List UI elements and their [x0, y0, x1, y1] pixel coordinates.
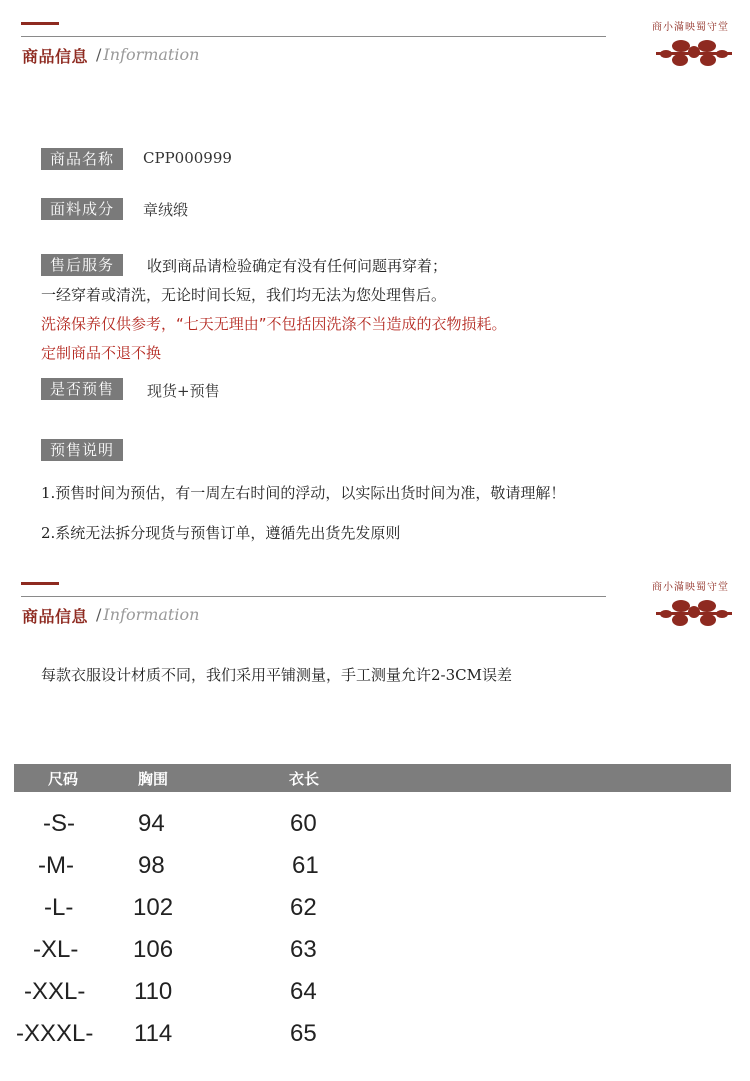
chest-cell: 98 — [138, 852, 165, 879]
service-line-3: 洗涤保养仅供参考，“七天无理由”不包括因洗涤不当造成的衣物损耗。 — [41, 315, 507, 333]
section-title: 商品信息 — [22, 47, 89, 66]
seal-text: 商小滿映蜀守堂 — [652, 22, 729, 33]
presale-note-label: 预售说明 — [41, 439, 123, 461]
table-row — [0, 936, 750, 978]
fabric-label: 面料成分 — [41, 198, 123, 220]
table-row — [0, 894, 750, 936]
chest-cell: 114 — [134, 1020, 173, 1047]
size-cell: -M- — [38, 852, 74, 879]
header-chest: 胸围 — [138, 770, 169, 788]
table-row — [0, 810, 750, 852]
header-divider — [21, 36, 606, 37]
chest-cell: 94 — [138, 810, 165, 837]
section-subtitle: / Information — [96, 45, 200, 64]
header-accent-bar — [21, 22, 59, 25]
fabric-value: 章绒缎 — [143, 201, 189, 219]
size-table-header — [14, 764, 731, 792]
header-accent-bar — [21, 582, 59, 585]
header-divider — [21, 596, 606, 597]
length-cell: 65 — [290, 1020, 317, 1047]
section-title: 商品信息 — [22, 607, 89, 626]
section-header-2 — [0, 582, 750, 652]
size-cell: -XL- — [33, 936, 79, 963]
service-line-2: 一经穿着或清洗，无论时间长短，我们均无法为您处理售后。 — [41, 286, 447, 304]
chest-cell: 110 — [134, 978, 173, 1005]
section-subtitle: / Information — [96, 605, 200, 624]
header-length: 衣长 — [289, 770, 320, 788]
table-row — [0, 852, 750, 894]
length-cell: 63 — [290, 936, 317, 963]
service-line-1: 收到商品请检验确定有没有任何问题再穿着； — [147, 257, 448, 275]
product-name-label: 商品名称 — [41, 148, 123, 170]
presale-label: 是否预售 — [41, 378, 123, 400]
chest-cell: 102 — [133, 894, 174, 921]
presale-note-1: 1.预售时间为预估，有一周左右时间的浮动，以实际出货时间为准，敬请理解！ — [41, 484, 566, 502]
service-line-4: 定制商品不退不换 — [41, 344, 162, 362]
seal-text: 商小滿映蜀守堂 — [652, 582, 729, 593]
presale-note-2: 2.系统无法拆分现货与预售订单，遵循先出货先发原则 — [41, 524, 401, 542]
length-cell: 61 — [292, 852, 319, 879]
chest-cell: 106 — [133, 936, 174, 963]
presale-value: 现货+预售 — [147, 382, 220, 400]
size-cell: -XXL- — [24, 978, 86, 1005]
knot-ornament-icon — [654, 32, 734, 72]
size-cell: -L- — [44, 894, 74, 921]
service-label: 售后服务 — [41, 254, 123, 276]
length-cell: 62 — [290, 894, 317, 921]
table-row — [0, 1020, 750, 1062]
seal-logo — [648, 18, 740, 78]
length-cell: 60 — [290, 810, 317, 837]
length-cell: 64 — [290, 978, 317, 1005]
product-name-value: CPP000999 — [143, 149, 232, 167]
section-header-1 — [0, 22, 750, 92]
measure-note: 每款衣服设计材质不同，我们采用平铺测量，手工测量允许2-3CM误差 — [41, 666, 512, 684]
seal-logo — [648, 578, 740, 638]
size-cell: -XXXL- — [16, 1020, 94, 1047]
header-size: 尺码 — [48, 770, 79, 788]
size-cell: -S- — [43, 810, 75, 837]
table-row — [0, 978, 750, 1020]
knot-ornament-icon — [654, 592, 734, 632]
